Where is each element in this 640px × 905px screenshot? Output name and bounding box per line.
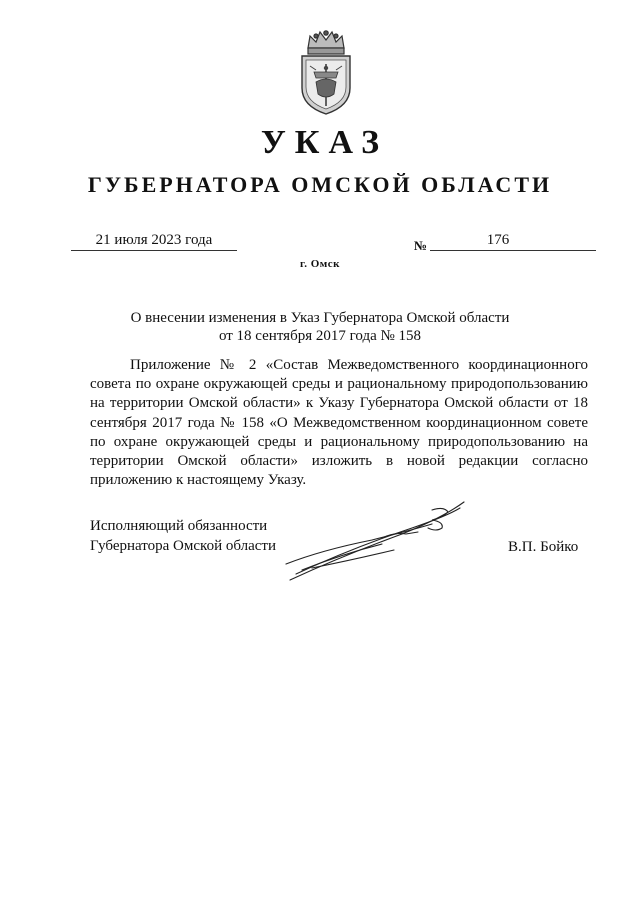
signer-title [90, 516, 276, 556]
signer-title-line1: Исполняющий обязанности [90, 518, 268, 534]
document-subject-line1: О внесении изменения в Указ Губернатора Омской области [130, 310, 510, 326]
coat-of-arms-icon [296, 28, 356, 116]
document-city: г. Омск [299, 258, 341, 270]
document-subject-line2: от 18 сентября 2017 года № 158 [218, 328, 422, 344]
document-number-label: № [414, 238, 428, 253]
document-number: 176 [430, 231, 596, 251]
document-subtitle: ГУБЕРНАТОРА ОМСКОЙ ОБЛАСТИ [87, 172, 553, 197]
document-body: Приложение № 2 «Состав Межведомственного координационного совета по охране окружающей среды и рациональному природопользованию на территории Омской области» к Указу Губернатора Омской области от 18 сентября 2017 года № 158 «О Межведомственном координационном совете по охране окружающей среды и рациональному природопользованию на территории Омской области» изложить в новой редакции согласно приложению к настоящему Указу. [90, 357, 588, 489]
document-subject [120, 309, 520, 345]
signer-title-line2: Губернатора Омской области [90, 538, 276, 554]
document-date: 21 июля 2023 года [71, 231, 237, 251]
signer-name: В.П. Бойко [508, 539, 579, 555]
document-title: УКАЗ [260, 124, 389, 161]
signature-icon [282, 494, 472, 588]
